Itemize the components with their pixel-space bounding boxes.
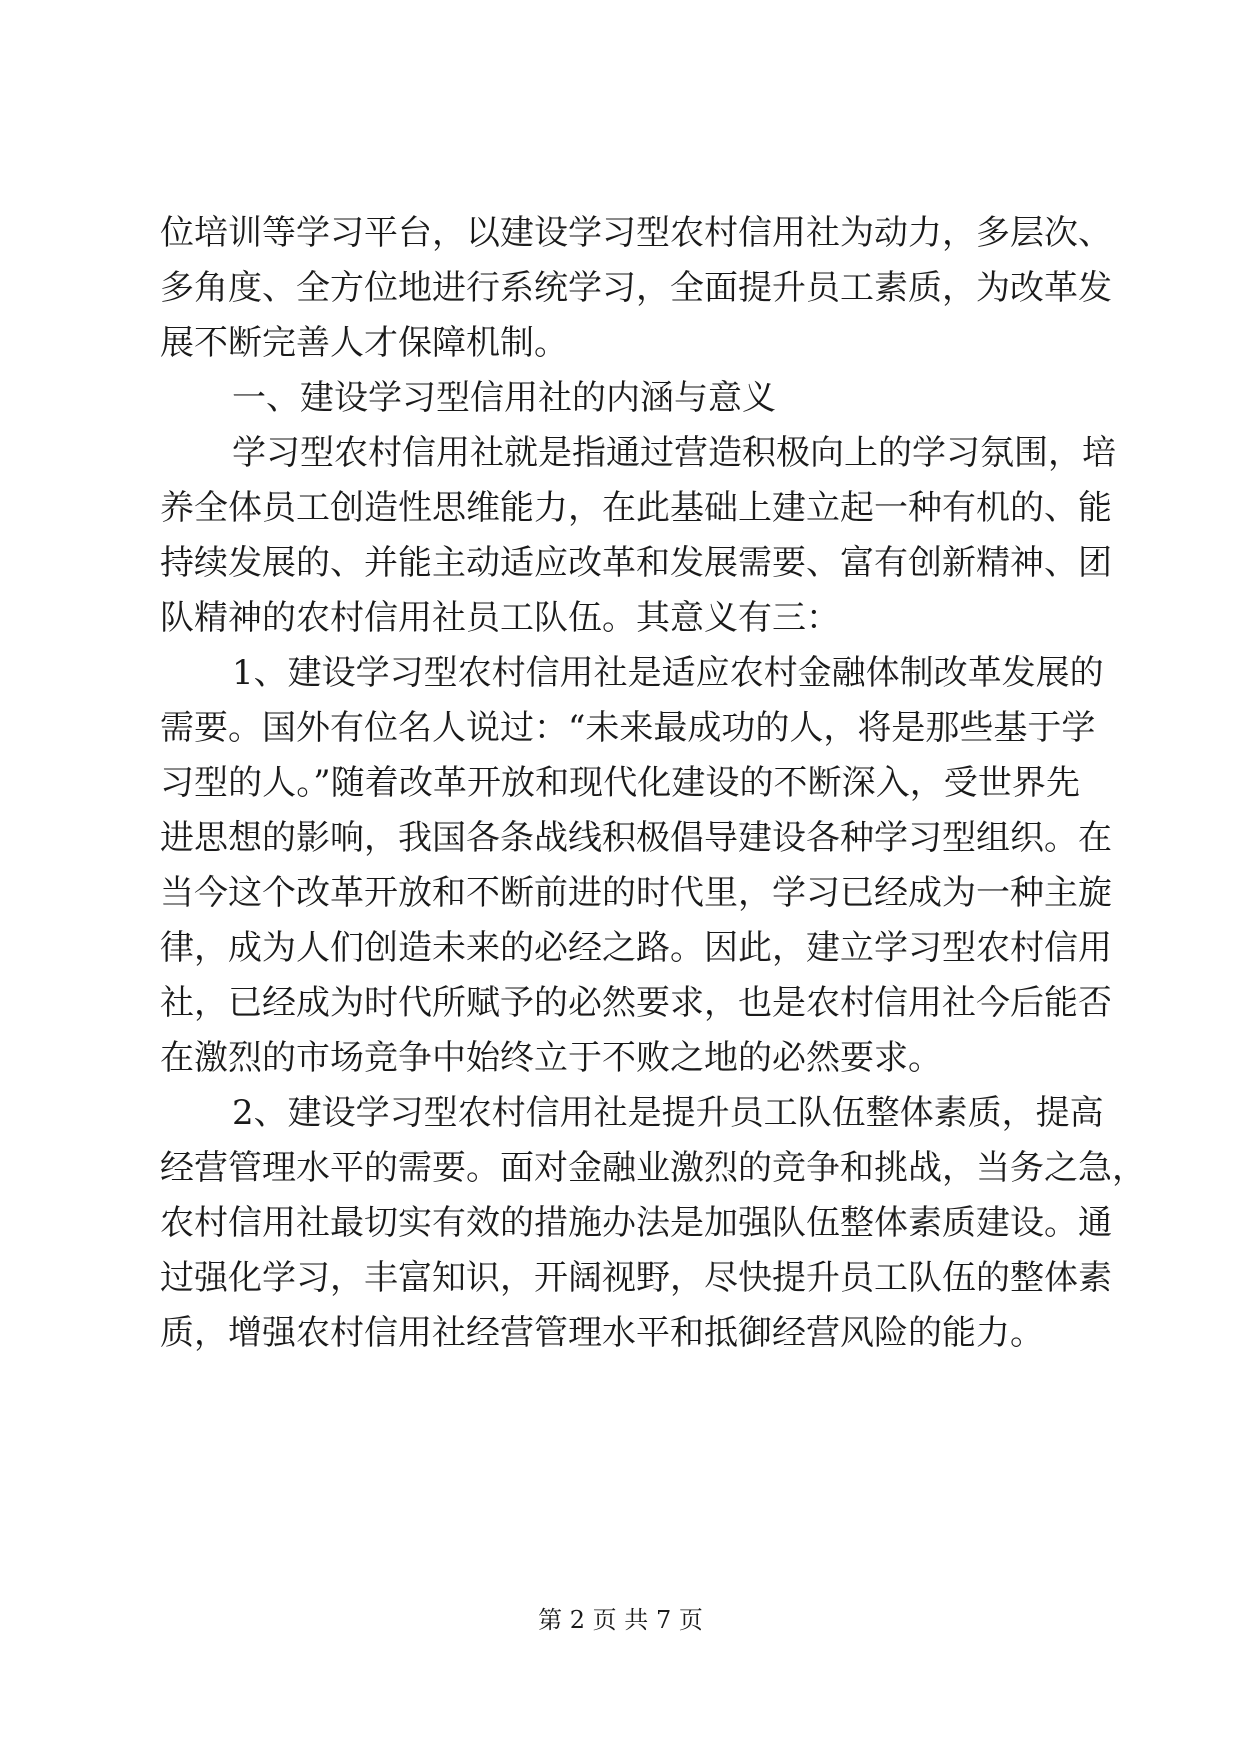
text-line: 学习型农村信用社就是指通过营造积极向上的学习氛围，培: [232, 433, 1116, 473]
text-line: 律，成为人们创造未来的必经之路。因此，建立学习型农村信用: [160, 928, 1112, 968]
text-line: 养全体员工创造性思维能力，在此基础上建立起一种有机的、能: [160, 488, 1112, 528]
text-line: 当今这个改革开放和不断前进的时代里，学习已经成为一种主旋: [160, 873, 1112, 913]
text-line: 展不断完善人才保障机制。: [160, 323, 568, 363]
page-number-footer: 第 2 页 共 7 页: [538, 1606, 703, 1634]
text-line: 农村信用社最切实有效的措施办法是加强队伍整体素质建设。通: [160, 1203, 1112, 1243]
text-line: 习型的人。”随着改革开放和现代化建设的不断深入，受世界先: [160, 763, 1080, 803]
text-line: 质，增强农村信用社经营管理水平和抵御经营风险的能力。: [160, 1313, 1044, 1353]
text-line: 社，已经成为时代所赋予的必然要求，也是农村信用社今后能否: [160, 983, 1112, 1023]
text-line: 进思想的影响，我国各条战线积极倡导建设各种学习型组织。在: [160, 818, 1112, 858]
text-line: 在激烈的市场竞争中始终立于不败之地的必然要求。: [160, 1038, 942, 1078]
text-line: 持续发展的、并能主动适应改革和发展需要、富有创新精神、团: [160, 543, 1112, 583]
text-line: 1、建设学习型农村信用社是适应农村金融体制改革发展的: [232, 653, 1104, 693]
text-line: 过强化学习，丰富知识，开阔视野，尽快提升员工队伍的整体素: [160, 1258, 1112, 1298]
text-line: 队精神的农村信用社员工队伍。其意义有三：: [160, 598, 840, 638]
text-line: 位培训等学习平台，以建设学习型农村信用社为动力，多层次、: [160, 213, 1112, 253]
text-line: 需要。国外有位名人说过：“未来最成功的人，将是那些基于学: [160, 708, 1096, 748]
text-line: 经营管理水平的需要。面对金融业激烈的竞争和挑战，当务之急，: [160, 1148, 1146, 1188]
section-heading: 一、建设学习型信用社的内涵与意义: [232, 378, 776, 418]
text-line: 2、建设学习型农村信用社是提升员工队伍整体素质，提高: [232, 1093, 1104, 1133]
text-line: 多角度、全方位地进行系统学习，全面提升员工素质，为改革发: [160, 268, 1112, 308]
